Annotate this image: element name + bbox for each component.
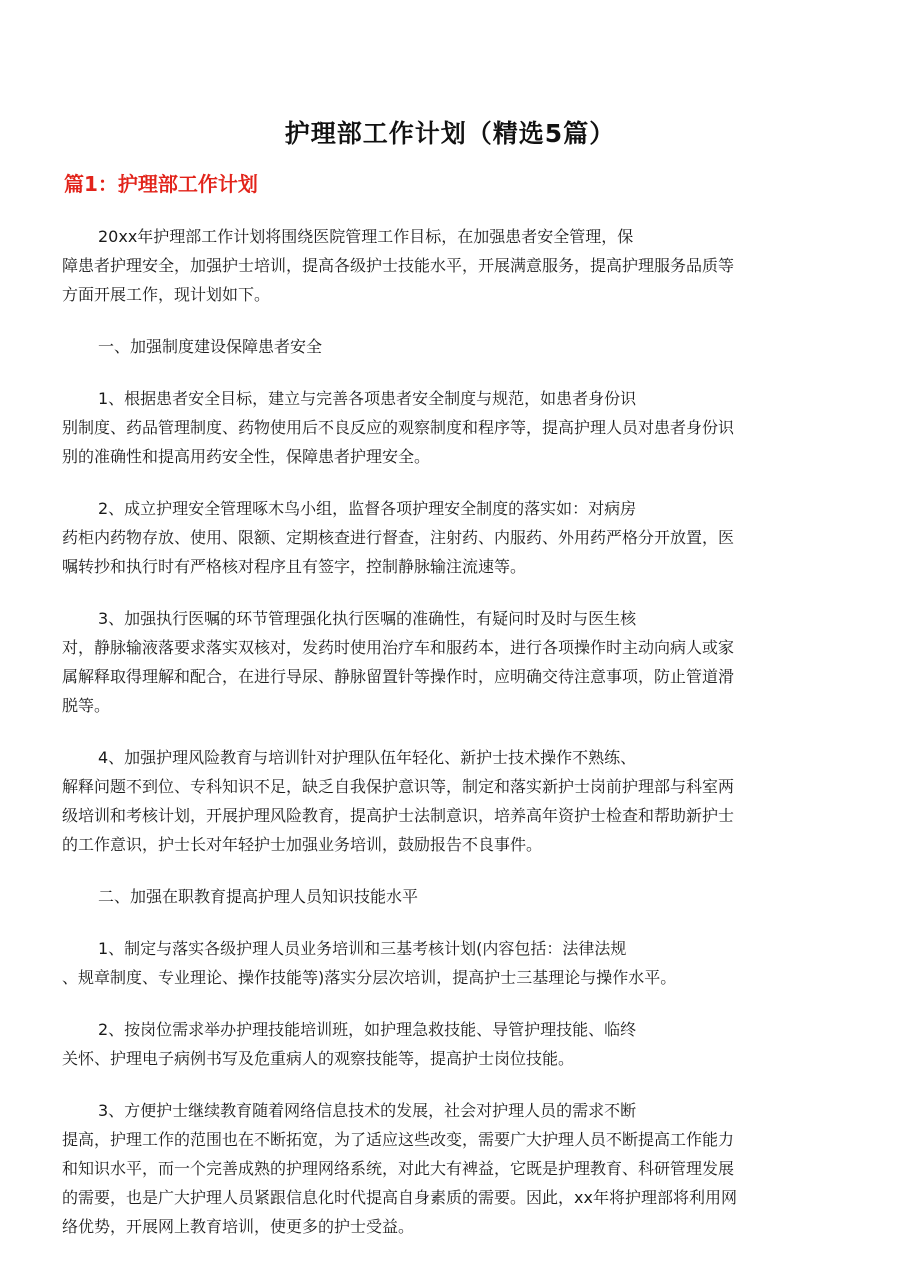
text-line: 1、制定与落实各级护理人员业务培训和三基考核计划(内容包括：法律法规 — [98, 939, 627, 958]
paragraph-2-1 — [62, 934, 838, 992]
text-line: 和知识水平，而一个完善成熟的护理网络系统，对此大有裨益，它既是护理教育、科研管理发展 — [62, 1159, 735, 1178]
text-line: 别制度、药品管理制度、药物使用后不良反应的观察制度和程序等，提高护理人员对患者身份识 — [62, 418, 735, 437]
text-line: 3、加强执行医嘱的环节管理强化执行医嘱的准确性，有疑问时及时与医生核 — [98, 609, 637, 628]
paragraph-2-2 — [62, 1015, 838, 1073]
text-line: 的工作意识，护士长对年轻护士加强业务培训，鼓励报告不良事件。 — [62, 835, 543, 854]
paragraph-1-1 — [62, 384, 838, 471]
paragraph-1-4 — [62, 743, 838, 859]
text-line: 1、根据患者安全目标，建立与完善各项患者安全制度与规范，如患者身份识 — [98, 389, 637, 408]
paragraph-2-3 — [62, 1096, 838, 1241]
text-line: 解释问题不到位、专科知识不足，缺乏自我保护意识等，制定和落实新护士岗前护理部与科室两 — [62, 777, 735, 796]
text-line: 对，静脉输液落要求落实双核对，发药时使用治疗车和服药本，进行各项操作时主动向病人或家 — [62, 638, 735, 657]
text-line: 4、加强护理风险教育与培训针对护理队伍年轻化、新护士技术操作不熟练、 — [98, 748, 637, 767]
document-body — [62, 222, 838, 1264]
text-line: 的需要，也是广大护理人员紧跟信息化时代提高自身素质的需要。因此，xx年将护理部将利用网 — [62, 1188, 737, 1207]
text-line: 提高，护理工作的范围也在不断拓宽，为了适应这些改变，需要广大护理人员不断提高工作能力 — [62, 1130, 735, 1149]
text-line: 关怀、护理电子病例书写及危重病人的观察技能等，提高护士岗位技能。 — [62, 1049, 575, 1068]
subheading-2: 二、加强在职教育提高护理人员知识技能水平 — [98, 887, 419, 906]
text-line: 障患者护理安全，加强护士培训，提高各级护士技能水平，开展满意服务，提高护理服务品质等 — [62, 256, 735, 275]
text-line: 级培训和考核计划，开展护理风险教育，提高护士法制意识，培养高年资护士检查和帮助新护士 — [62, 806, 735, 825]
paragraph-intro — [62, 222, 838, 309]
text-line: 20xx年护理部工作计划将围绕医院管理工作目标，在加强患者安全管理，保 — [98, 227, 634, 246]
text-line: 、规章制度、专业理论、操作技能等)落实分层次培训，提高护士三基理论与操作水平。 — [62, 968, 677, 987]
text-line: 脱等。 — [62, 696, 111, 715]
subheading-1: 一、加强制度建设保障患者安全 — [98, 337, 323, 356]
text-line: 嘱转抄和执行时有严格核对程序且有签字，控制静脉输注流速等。 — [62, 557, 527, 576]
text-line: 3、方便护士继续教育随着网络信息技术的发展，社会对护理人员的需求不断 — [98, 1101, 637, 1120]
text-line: 2、成立护理安全管理啄木鸟小组，监督各项护理安全制度的落实如：对病房 — [98, 499, 637, 518]
paragraph-1-2 — [62, 494, 838, 581]
text-line: 别的准确性和提高用药安全性，保障患者护理安全。 — [62, 447, 431, 466]
text-line: 方面开展工作，现计划如下。 — [62, 285, 271, 304]
section-heading: 篇1：护理部工作计划 — [64, 172, 258, 196]
text-line: 2、按岗位需求举办护理技能培训班，如护理急救技能、导管护理技能、临终 — [98, 1020, 637, 1039]
text-line: 络优势，开展网上教育培训，使更多的护士受益。 — [62, 1217, 415, 1236]
document-title: 护理部工作计划（精选5篇） — [284, 119, 616, 148]
text-line: 药柜内药物存放、使用、限额、定期核查进行督查，注射药、内服药、外用药严格分开放置，医 — [62, 528, 735, 547]
text-line: 属解释取得理解和配合，在进行导尿、静脉留置针等操作时，应明确交待注意事项，防止管道滑 — [62, 667, 735, 686]
paragraph-1-3 — [62, 604, 838, 720]
